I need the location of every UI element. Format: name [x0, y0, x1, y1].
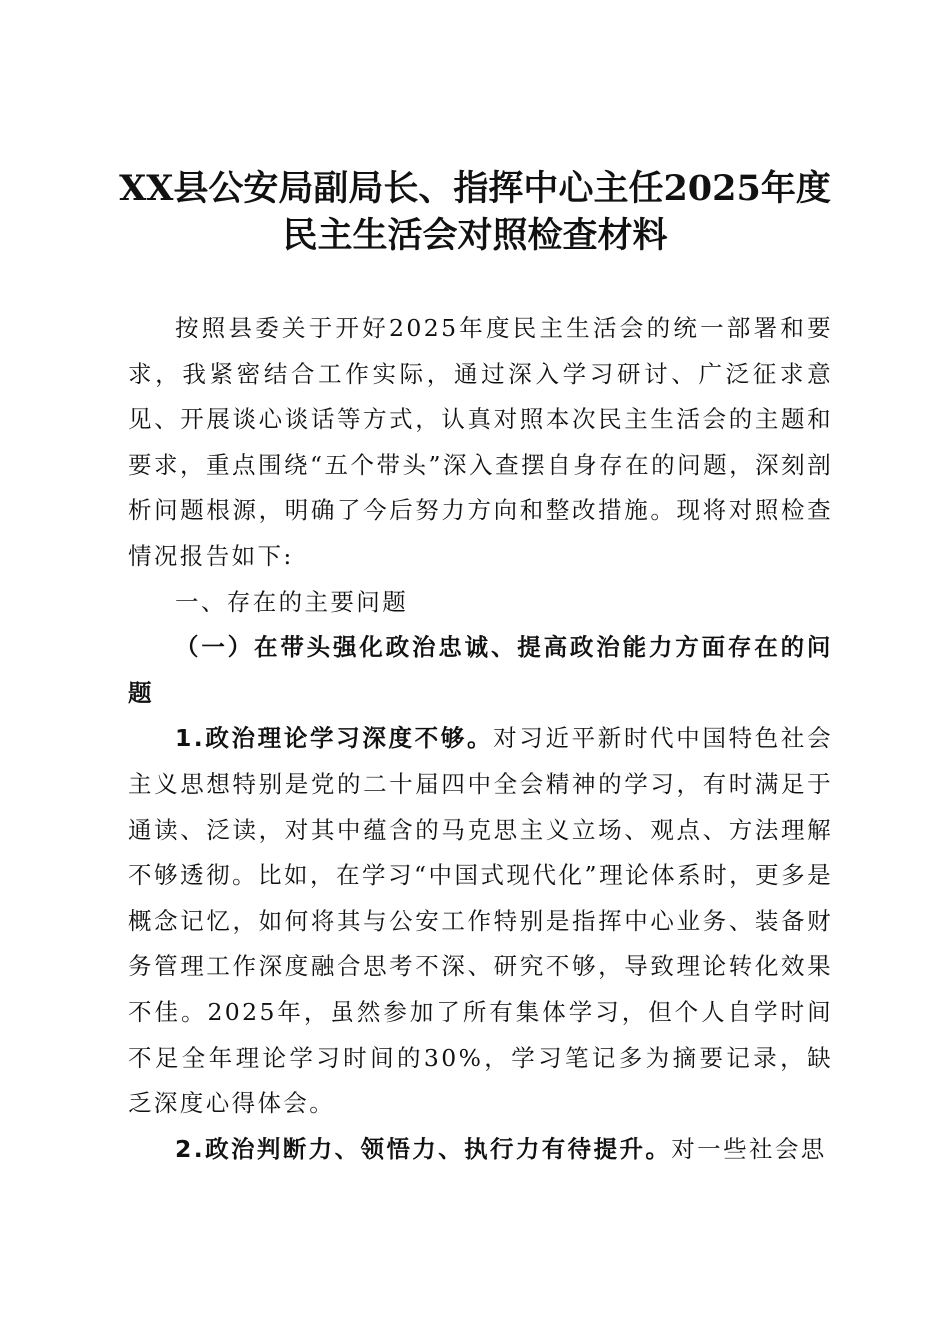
document-body: [128, 306, 833, 1172]
item-2-heading: 2.政治判断力、领悟力、执行力有待提升。: [175, 1134, 672, 1163]
intro-paragraph: 按照县委关于开好2025年度民主生活会的统一部署和要求，我紧密结合工作实际，通过深入学习研讨、广泛征求意见、开展谈心谈话等方式，认真对照本次民主生活会的主题和要求，重点围绕“五个带头”深入查摆自身存在的问题，深刻剖析问题根源，明确了今后努力方向和整改措施。现将对照检查情况报告如下:: [128, 314, 833, 570]
subsection-heading-1: （一）在带头强化政治忠诚、提高政治能力方面存在的问题: [128, 633, 833, 707]
title-line-1: XX县公安局副局长、指挥中心主任2025年度: [119, 168, 831, 209]
item-1-heading: 1.政治理论学习深度不够。: [175, 724, 494, 753]
document-title: [100, 165, 850, 259]
item-1-text: 对习近平新时代中国特色社会主义思想特别是党的二十届四中全会精神的学习，有时满足于通读、泛读，对其中蕴含的马克思主义立场、观点、方法理解不够透彻。比如，在学习“中国式现代化”理论体系时，更多是概念记忆，如何将其与公安工作特别是指挥中心业务、装备财务管理工作深度融合思考不深、研究不够，导致理论转化效果不佳。2025年，虽然参加了所有集体学习，但个人自学时间不足全年理论学习时间的30%，学习笔记多为摘要记录，缺乏深度心得体会。: [128, 724, 833, 1118]
item-2-text: 对一些社会思: [671, 1134, 827, 1163]
section-heading-1: 一、存在的主要问题: [175, 587, 409, 616]
item-paragraph-1: [128, 716, 833, 1126]
title-line-2: 民主生活会对照检查材料: [282, 215, 668, 256]
item-paragraph-2: [128, 1127, 833, 1173]
